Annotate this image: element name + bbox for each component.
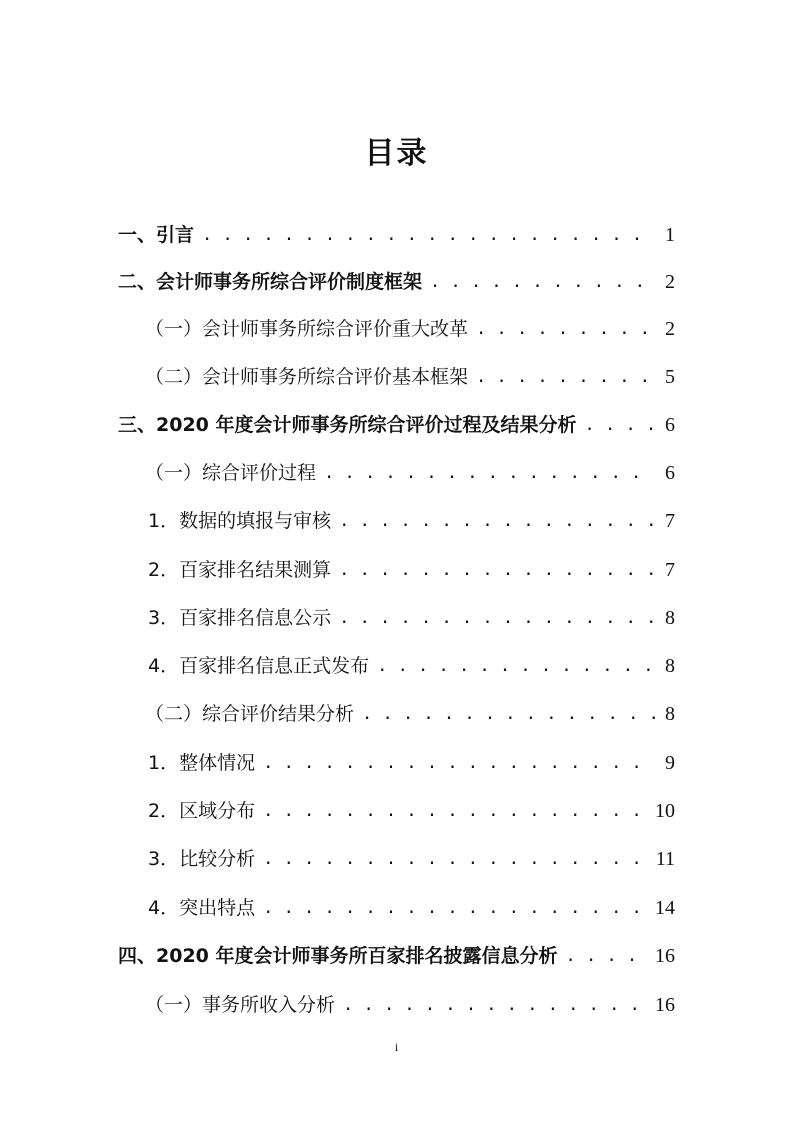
dot-leader [339, 555, 655, 585]
dot-leader [566, 941, 648, 971]
toc-entry-label: 三、2020 年度会计师事务所综合评价过程及结果分析 [118, 414, 577, 436]
toc-entry-page: 5 [665, 366, 675, 388]
page-title: 目录 [364, 136, 429, 171]
toc-entry-page: 16 [655, 945, 675, 967]
toc-entry[interactable] [145, 362, 675, 392]
toc-entry-label: （二）会计师事务所综合评价基本框架 [145, 366, 469, 388]
dot-leader [377, 651, 655, 681]
toc-entry-label: 一、引言 [118, 224, 195, 246]
toc-entry-page: 16 [655, 994, 675, 1016]
dot-leader [324, 458, 655, 488]
toc-entry-label: 2．区域分布 [148, 800, 256, 822]
toc-entry-page: 7 [665, 559, 675, 581]
toc-entry[interactable] [148, 748, 675, 778]
toc-entry[interactable] [148, 844, 675, 874]
toc-entry-label: 4．百家排名信息正式发布 [148, 655, 370, 677]
toc-entry[interactable] [148, 651, 675, 681]
toc-entry-label: （一）综合评价过程 [145, 462, 317, 484]
toc-entry[interactable] [118, 220, 675, 250]
toc-entry[interactable] [145, 458, 675, 488]
toc-entry-page: 7 [665, 510, 675, 532]
toc-entry[interactable] [148, 506, 675, 536]
dot-leader [339, 506, 655, 536]
toc-entry-page: 10 [655, 800, 675, 822]
toc-entry-page: 8 [665, 607, 675, 629]
toc-entry-page: 14 [655, 897, 675, 919]
dot-leader [202, 220, 655, 250]
dot-leader [339, 603, 655, 633]
toc-entry[interactable] [148, 796, 675, 826]
toc-entry[interactable] [118, 410, 675, 440]
toc-entry-page: 2 [665, 271, 675, 293]
toc-entry[interactable] [118, 941, 675, 971]
toc-entry-label: 1．整体情况 [148, 752, 256, 774]
toc-entry[interactable] [145, 990, 675, 1020]
toc-entry[interactable] [145, 314, 675, 344]
toc-entry-page: 8 [665, 703, 675, 725]
toc-entry-label: 3．百家排名信息公示 [148, 607, 332, 629]
dot-leader [263, 893, 647, 923]
toc-entry[interactable] [148, 603, 675, 633]
toc-entry-page: 8 [665, 655, 675, 677]
toc-entry-label: 2．百家排名结果测算 [148, 559, 332, 581]
dot-leader [430, 267, 655, 297]
toc-entry-label: 3．比较分析 [148, 848, 256, 870]
toc-entry-page: 2 [665, 318, 675, 340]
toc-entry-label: 二、会计师事务所综合评价制度框架 [118, 271, 423, 293]
toc-entry-label: 四、2020 年度会计师事务所百家排名披露信息分析 [118, 945, 558, 967]
toc-entry[interactable] [145, 699, 675, 729]
toc-entry-page: 1 [665, 224, 675, 246]
dot-leader [263, 748, 655, 778]
dot-leader [476, 314, 655, 344]
toc-entry-page: 11 [655, 848, 675, 870]
toc-entry-page: 9 [665, 752, 675, 774]
dot-leader [362, 699, 655, 729]
toc-entry-label: （一）会计师事务所综合评价重大改革 [145, 318, 469, 340]
toc-entry[interactable] [118, 267, 675, 297]
toc-entry-page: 6 [665, 414, 675, 436]
dot-leader [343, 990, 647, 1020]
toc-entry-page: 6 [665, 462, 675, 484]
toc-entry-label: （二）综合评价结果分析 [145, 703, 355, 725]
toc-entry-label: 4．突出特点 [148, 897, 256, 919]
toc-entry[interactable] [148, 893, 675, 923]
toc-entry[interactable] [148, 555, 675, 585]
toc-entry-label: （一）事务所收入分析 [145, 994, 336, 1016]
dot-leader [476, 362, 655, 392]
dot-leader [263, 796, 647, 826]
dot-leader [585, 410, 656, 440]
page-number: i [394, 1040, 399, 1054]
toc-entry-label: 1．数据的填报与审核 [148, 510, 332, 532]
dot-leader [263, 844, 648, 874]
